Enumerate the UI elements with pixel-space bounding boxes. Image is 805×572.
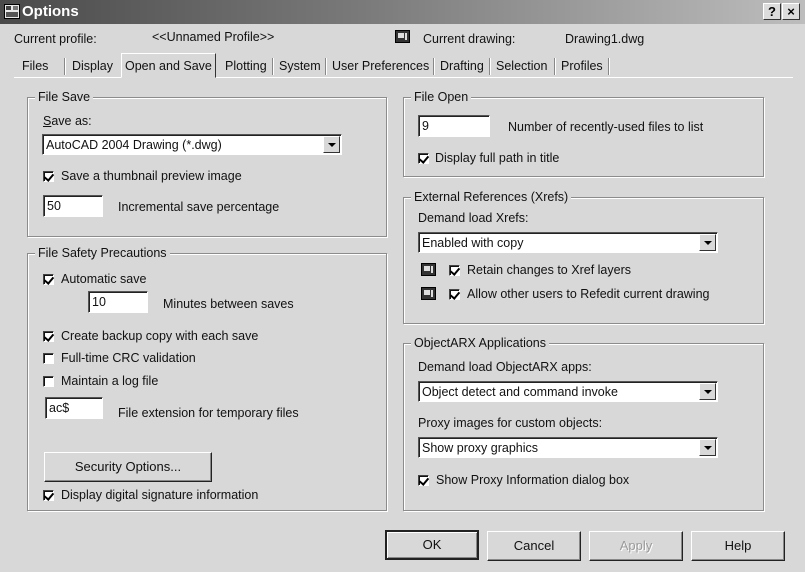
backup-checkbox[interactable] (43, 331, 54, 342)
save-as-label: Save as: (43, 114, 92, 128)
objectarx-title: ObjectARX Applications (411, 335, 549, 351)
tab-files[interactable]: Files (22, 59, 49, 73)
current-profile-value: <<Unnamed Profile>> (152, 30, 275, 44)
incremental-save-input[interactable]: 50 (43, 195, 103, 217)
crc-checkbox[interactable] (43, 353, 54, 364)
full-path-label: Display full path in title (435, 151, 560, 165)
chevron-down-icon[interactable] (699, 439, 716, 456)
retain-changes-checkbox[interactable] (449, 265, 460, 276)
demand-xrefs-dropdown[interactable] (418, 232, 718, 253)
tab-display[interactable]: Display (72, 59, 113, 73)
window-title: Options (22, 3, 79, 20)
demand-xrefs-value: Enabled with copy (422, 236, 524, 250)
demand-arx-label: Demand load ObjectARX apps: (418, 360, 592, 374)
tab-separator (64, 58, 66, 75)
recent-files-input[interactable]: 9 (418, 115, 490, 137)
tab-separator (272, 58, 274, 75)
retain-changes-label: Retain changes to Xref layers (467, 263, 631, 277)
automatic-save-checkbox[interactable] (43, 274, 54, 285)
demand-xrefs-label: Demand load Xrefs: (418, 211, 529, 225)
save-as-value: AutoCAD 2004 Drawing (*.dwg) (46, 138, 222, 152)
proxy-images-dropdown[interactable] (418, 437, 718, 458)
tab-selection[interactable]: Selection (496, 59, 548, 73)
allow-refedit-label: Allow other users to Refedit current drawing (467, 287, 710, 301)
chevron-down-icon[interactable] (699, 234, 716, 251)
tab-profiles[interactable]: Profiles (561, 59, 603, 73)
digital-signature-checkbox[interactable] (43, 490, 54, 501)
full-path-checkbox[interactable] (418, 153, 429, 164)
recent-files-label: Number of recently-used files to list (508, 120, 704, 134)
file-safety-title: File Safety Precautions (35, 245, 170, 261)
drawing-setting-icon (421, 263, 436, 276)
tab-plotting[interactable]: Plotting (225, 59, 267, 73)
chevron-down-icon[interactable] (699, 383, 716, 400)
tab-open-and-save[interactable]: Open and Save (121, 53, 216, 78)
current-drawing-value: Drawing1.dwg (565, 32, 645, 46)
tab-separator (325, 58, 327, 75)
digital-signature-label: Display digital signature information (61, 488, 259, 502)
tab-separator (608, 58, 610, 75)
xrefs-title: External References (Xrefs) (411, 189, 571, 205)
file-open-group (403, 90, 764, 177)
help-button[interactable]: Help (691, 531, 785, 561)
minutes-input[interactable]: 10 (88, 291, 148, 313)
tab-separator (554, 58, 556, 75)
show-proxy-info-label: Show Proxy Information dialog box (436, 473, 630, 487)
current-profile-label: Current profile: (14, 32, 97, 46)
options-app-icon (4, 4, 20, 19)
proxy-images-label: Proxy images for custom objects: (418, 416, 603, 430)
demand-arx-value: Object detect and command invoke (422, 385, 618, 399)
save-as-label-text: ave as: (51, 114, 92, 128)
incremental-save-label: Incremental save percentage (118, 200, 280, 214)
proxy-images-value: Show proxy graphics (422, 441, 539, 455)
backup-label: Create backup copy with each save (61, 329, 259, 343)
show-proxy-info-checkbox[interactable] (418, 475, 429, 486)
crc-label: Full-time CRC validation (61, 351, 196, 365)
log-file-checkbox[interactable] (43, 376, 54, 387)
ok-button[interactable]: OK (385, 530, 479, 560)
close-button[interactable]: × (782, 3, 800, 20)
apply-button[interactable]: Apply (589, 531, 683, 561)
drawing-setting-icon (421, 287, 436, 300)
tab-separator (433, 58, 435, 75)
automatic-save-label: Automatic save (61, 272, 147, 286)
drawing-icon (395, 30, 410, 43)
minutes-label: Minutes between saves (163, 297, 294, 311)
tab-system[interactable]: System (279, 59, 321, 73)
allow-refedit-checkbox[interactable] (449, 289, 460, 300)
log-file-label: Maintain a log file (61, 374, 159, 388)
title-bar (0, 0, 805, 24)
temp-extension-label: File extension for temporary files (118, 406, 299, 420)
tab-drafting[interactable]: Drafting (440, 59, 484, 73)
demand-arx-dropdown[interactable] (418, 381, 718, 402)
file-open-title: File Open (411, 89, 471, 105)
save-as-dropdown[interactable] (42, 134, 342, 155)
cancel-button[interactable]: Cancel (487, 531, 581, 561)
temp-extension-input[interactable]: ac$ (45, 397, 103, 419)
thumbnail-checkbox[interactable] (43, 171, 54, 182)
security-options-button[interactable]: Security Options... (44, 452, 212, 482)
current-drawing-label: Current drawing: (423, 32, 516, 46)
tab-user-preferences[interactable]: User Preferences (332, 59, 430, 73)
tab-separator (489, 58, 491, 75)
help-title-button[interactable]: ? (763, 3, 781, 20)
chevron-down-icon[interactable] (323, 136, 340, 153)
thumbnail-label: Save a thumbnail preview image (61, 169, 242, 183)
file-save-title: File Save (35, 89, 93, 105)
